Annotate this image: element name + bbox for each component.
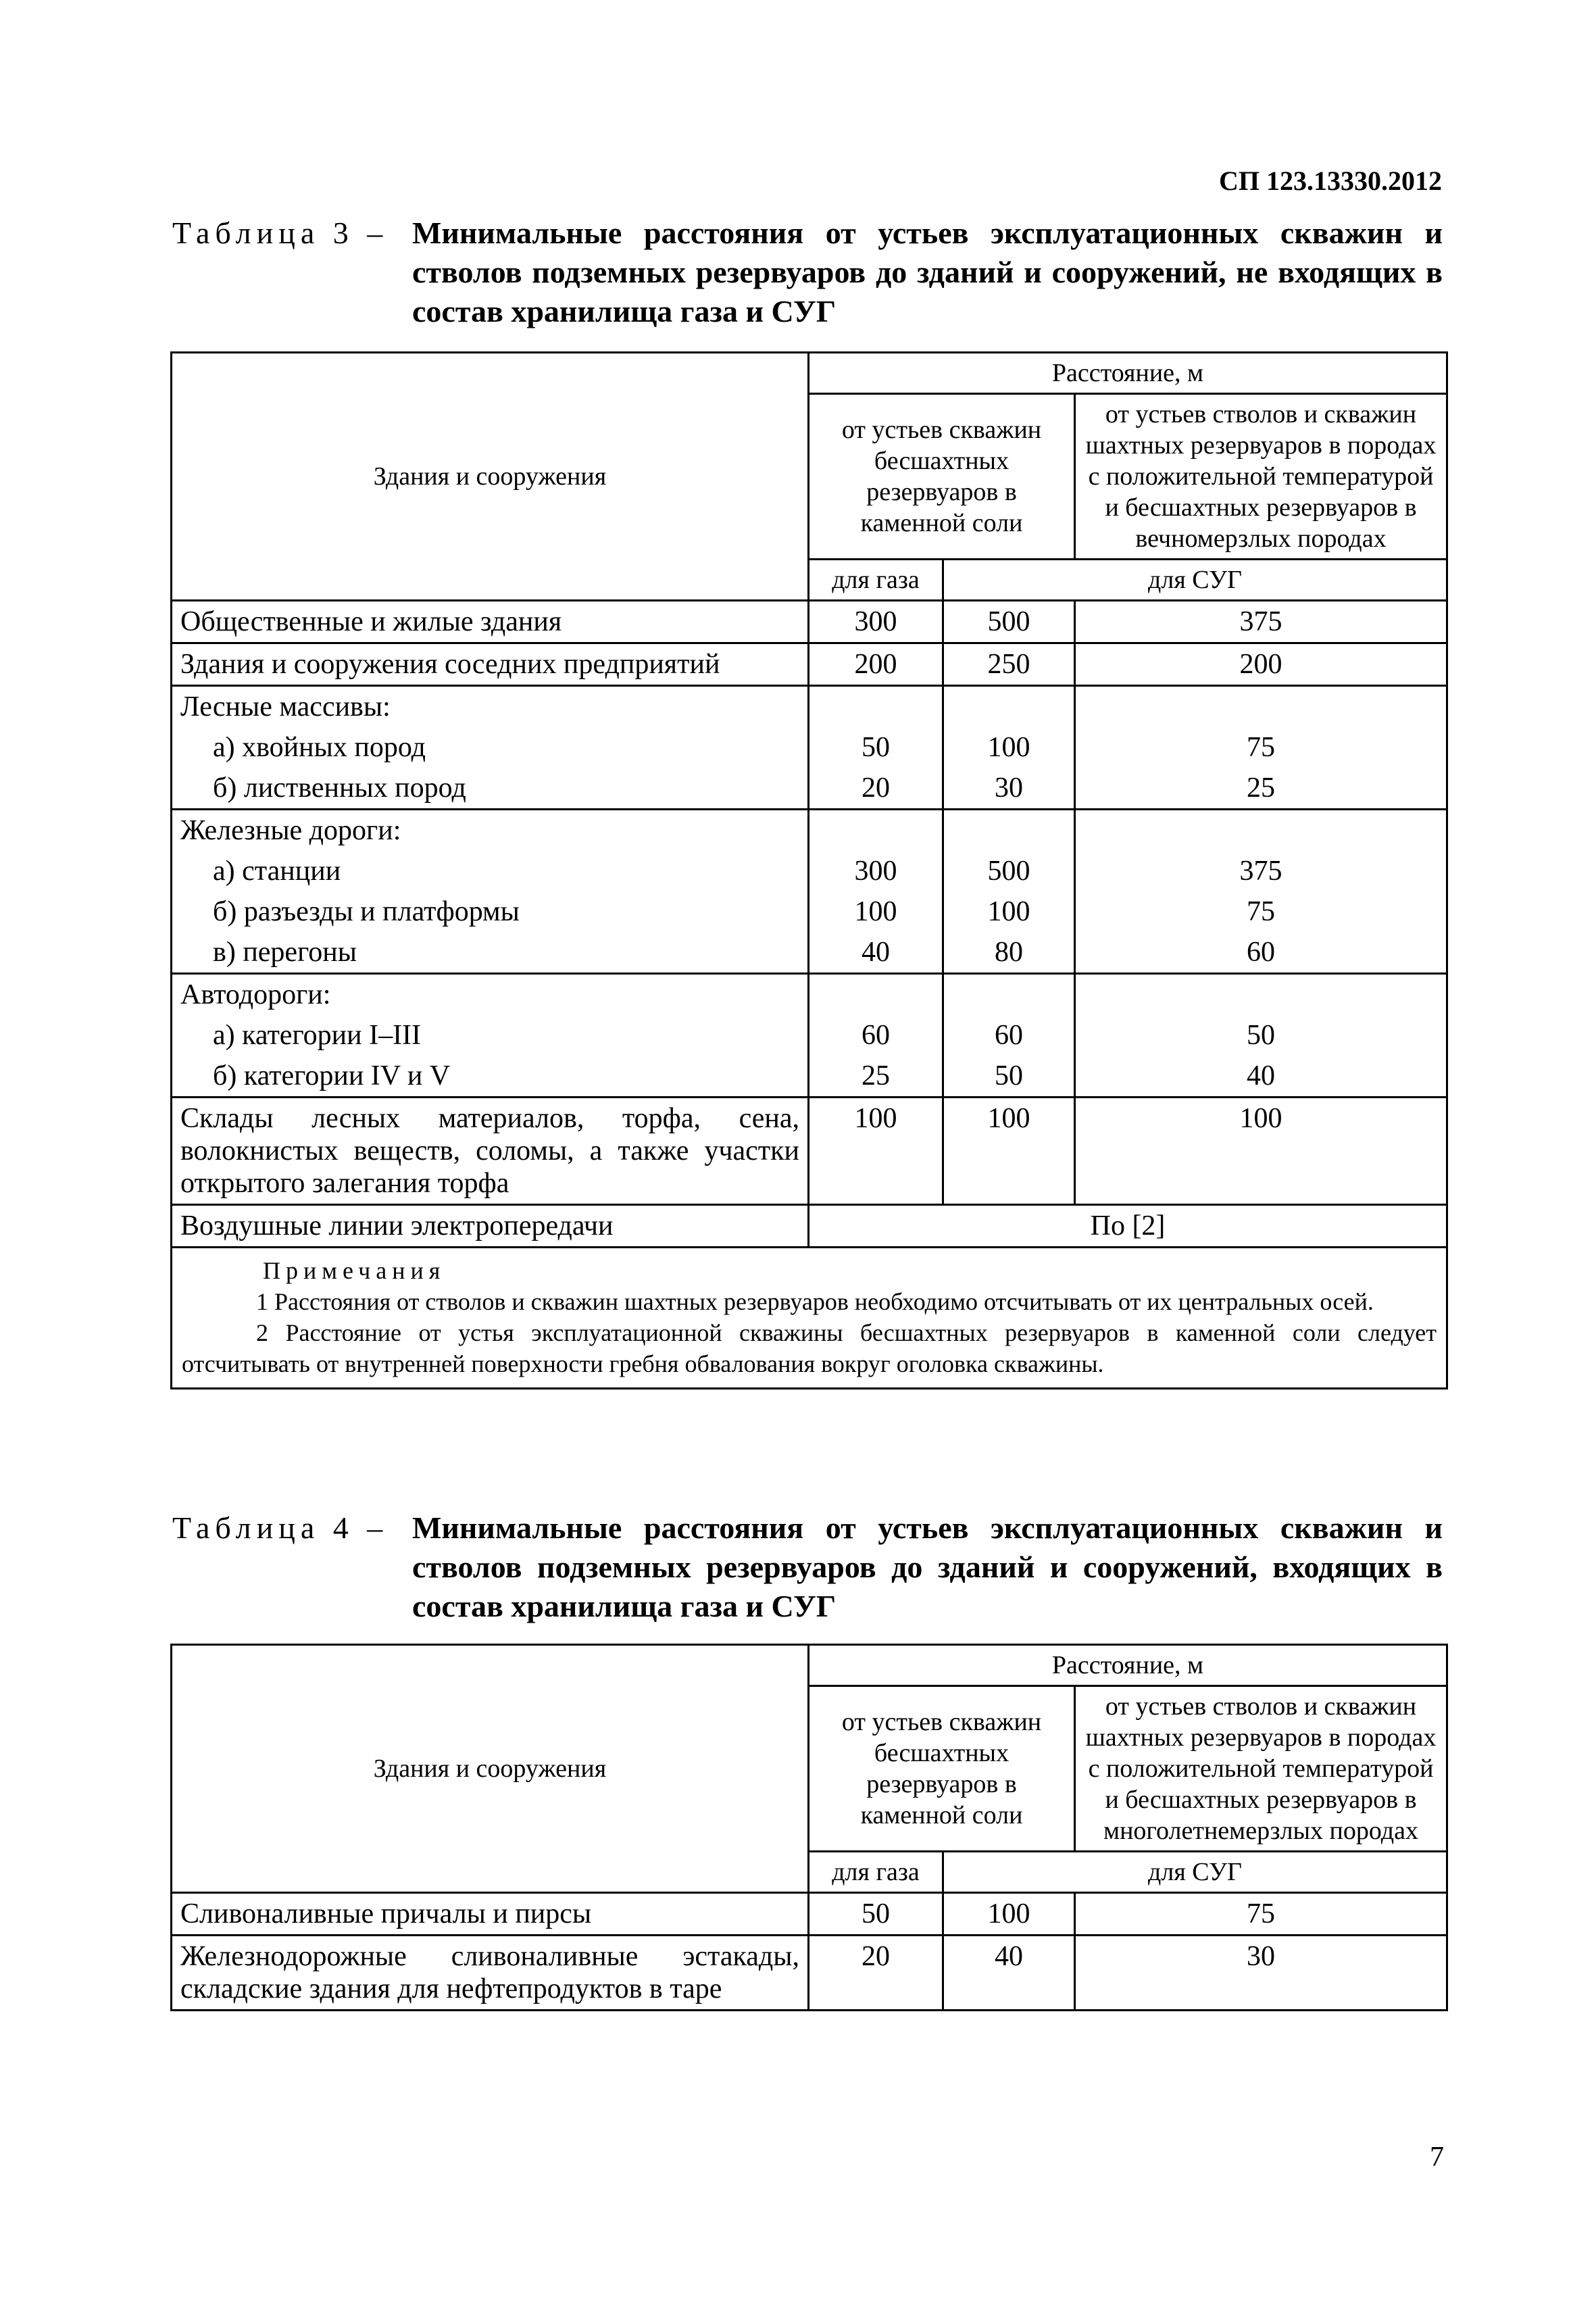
table3-header-gas: для газа — [809, 560, 943, 601]
table3-header-shaft: от устьев стволов и скважин шахтных резервуаров в породах с положительной температурой и бесшахтных резервуаров в вечномерзлых породах — [1075, 394, 1447, 560]
cell-value: 40 — [943, 1936, 1075, 2011]
table4-header-distance: Расстояние, м — [809, 1645, 1447, 1686]
cell-value: 375 — [1075, 601, 1447, 643]
table-row — [172, 727, 1447, 768]
cell-value: 50 — [809, 727, 943, 768]
table4-caption-lead: Таблица 4 – — [172, 1510, 389, 1545]
cell-value: 250 — [943, 643, 1075, 686]
row-label: Железнодорожные сливоналивные эстакады, складские здания для нефтепродуктов в таре — [172, 1936, 809, 2011]
cell-value: 50 — [1075, 1015, 1447, 1056]
table3-header-distance: Расстояние, м — [809, 353, 1447, 394]
cell-value: 100 — [943, 1098, 1075, 1205]
cell-value: 50 — [943, 1056, 1075, 1098]
cell-value: 500 — [943, 601, 1075, 643]
table3-notes — [172, 1248, 1447, 1389]
row-label: Здания и сооружения соседних предприятий — [172, 643, 809, 686]
table-row — [172, 768, 1447, 810]
cell-value: 75 — [1075, 1893, 1447, 1936]
table-row — [172, 932, 1447, 974]
row-label: Воздушные линии электропередачи — [172, 1205, 809, 1248]
row-group-label: Лесные массивы: — [172, 686, 809, 728]
cell-value: 100 — [1075, 1098, 1447, 1205]
row-label: б) категории IV и V — [172, 1056, 809, 1098]
cell-value: 100 — [943, 891, 1075, 932]
row-label: Общественные и жилые здания — [172, 601, 809, 643]
table-row — [172, 891, 1447, 932]
table-row — [172, 851, 1447, 891]
cell-value: 30 — [943, 768, 1075, 810]
row-group-label: Автодороги: — [172, 974, 809, 1016]
table4-header-salt: от устьев скважин бесшахтных резервуаров в каменной соли — [809, 1686, 1075, 1852]
table-row — [172, 810, 1447, 852]
cell-value: 200 — [1075, 643, 1447, 686]
cell-value: 25 — [809, 1056, 943, 1098]
cell-value: 60 — [809, 1015, 943, 1056]
cell-value: 75 — [1075, 891, 1447, 932]
table3-header-buildings: Здания и сооружения — [172, 353, 809, 601]
row-group-label: Железные дороги: — [172, 810, 809, 852]
table3-caption — [172, 214, 1443, 331]
document-code: СП 123.13330.2012 — [1219, 166, 1442, 196]
row-label: а) категории I–III — [172, 1015, 809, 1056]
table-row — [172, 643, 1447, 686]
table3 — [170, 351, 1448, 1389]
table-row — [172, 1936, 1447, 2011]
cell-value: 80 — [943, 932, 1075, 974]
cell-value: 300 — [809, 851, 943, 891]
table-row — [172, 1098, 1447, 1205]
row-label: б) разъезды и платформы — [172, 891, 809, 932]
cell-value: 25 — [1075, 768, 1447, 810]
notes-title: Примечания — [263, 1257, 446, 1284]
cell-value: 100 — [809, 891, 943, 932]
table4-caption — [172, 1508, 1443, 1626]
row-label: б) лиственных пород — [172, 768, 809, 810]
table4 — [170, 1644, 1448, 2011]
table3-caption-lead: Таблица 3 – — [172, 216, 389, 250]
row-label: Склады лесных материалов, торфа, сена, волокнистых веществ, соломы, а также участки открытого залегания торфа — [172, 1098, 809, 1205]
table-row — [172, 1056, 1447, 1098]
table-row — [172, 974, 1447, 1016]
table4-header-buildings: Здания и сооружения — [172, 1645, 809, 1893]
table-row — [172, 1893, 1447, 1936]
note-item: 1 Расстояния от стволов и скважин шахтных резервуаров необходимо отсчитывать от их центральных осей. — [256, 1288, 1374, 1315]
row-label: в) перегоны — [172, 932, 809, 974]
cell-value: 100 — [809, 1098, 943, 1205]
cell-value: 75 — [1075, 727, 1447, 768]
cell-value: По [2] — [809, 1205, 1447, 1248]
cell-value: 375 — [1075, 851, 1447, 891]
cell-value: 20 — [809, 768, 943, 810]
table4-header-lpg: для СУГ — [943, 1852, 1447, 1893]
note-item: 2 Расстояние от устья эксплуатационной скважины бесшахтных резервуаров в каменной соли следует отсчитывать от внутренней поверхности гребня обвалования вокруг оголовка скважины. — [182, 1319, 1437, 1377]
table-row — [172, 686, 1447, 728]
cell-value: 100 — [943, 1893, 1075, 1936]
cell-value: 100 — [943, 727, 1075, 768]
table4-header-gas: для газа — [809, 1852, 943, 1893]
table4-header-shaft: от устьев стволов и скважин шахтных резервуаров в породах с положительной температурой и бесшахтных резервуаров в многолетнемерзлых породах — [1075, 1686, 1447, 1852]
cell-value: 50 — [809, 1893, 943, 1936]
cell-value: 60 — [1075, 932, 1447, 974]
table-notes-row — [172, 1248, 1447, 1389]
cell-value: 20 — [809, 1936, 943, 2011]
row-label: а) станции — [172, 851, 809, 891]
cell-value: 40 — [809, 932, 943, 974]
cell-value: 300 — [809, 601, 943, 643]
table3-header-lpg: для СУГ — [943, 560, 1447, 601]
cell-value: 500 — [943, 851, 1075, 891]
table-row — [172, 601, 1447, 643]
cell-value: 40 — [1075, 1056, 1447, 1098]
row-label: Сливоналивные причалы и пирсы — [172, 1893, 809, 1936]
cell-value: 200 — [809, 643, 943, 686]
table3-header-salt: от устьев скважин бесшахтных резервуаров в каменной соли — [809, 394, 1075, 560]
cell-value: 30 — [1075, 1936, 1447, 2011]
table3-caption-text: Минимальные расстояния от устьев эксплуатационных скважин и стволов подземных резервуаров до зданий и сооружений, не входящих в состав хранилища газа и СУГ — [412, 216, 1443, 328]
row-label: а) хвойных пород — [172, 727, 809, 768]
cell-value: 60 — [943, 1015, 1075, 1056]
table-row — [172, 1015, 1447, 1056]
table4-caption-text: Минимальные расстояния от устьев эксплуатационных скважин и стволов подземных резервуаров до зданий и сооружений, входящих в состав хранилища газа и СУГ — [412, 1510, 1443, 1623]
page-number: 7 — [1430, 2142, 1444, 2173]
table-row — [172, 1205, 1447, 1248]
